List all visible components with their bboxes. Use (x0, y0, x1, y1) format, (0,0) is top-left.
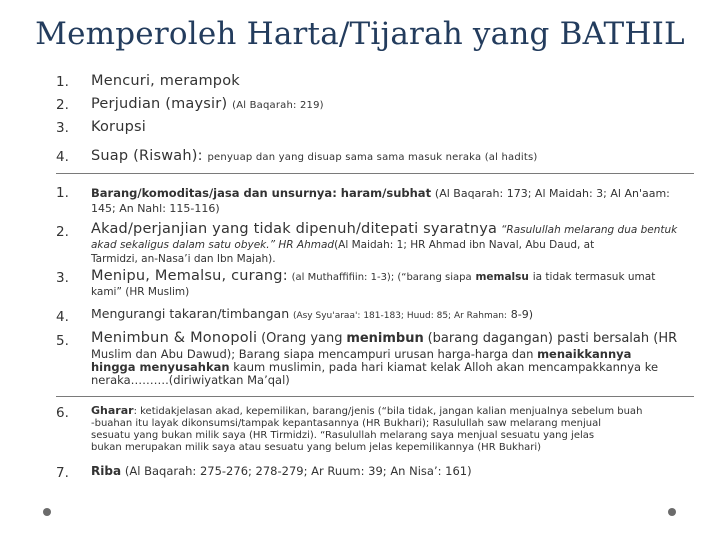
item-text: bukan merupakan milik saya atau sesuatu yang belum jelas kepemilikannya (HR Bukhari) (91, 442, 542, 453)
list-number: 1. (56, 74, 69, 90)
list-item (91, 74, 691, 88)
divider (56, 173, 694, 174)
highlighted-word: menimbun (346, 331, 424, 346)
list-item-note: penyuap dan yang disuap sama sama masuk neraka (al hadits) (207, 152, 538, 163)
item-text: : ketidakjelasan akad, kepemilikan, barang/jenis (“bila tidak, jangan kalian menjualnya sebelum buah (133, 406, 643, 417)
item-text: sesuatu yang bukan milik saya (HR Tirmidzi). “Rasulullah melarang saya menjual sesuatu yang jelas (91, 430, 595, 441)
verse-reference: Tarmidzi, an-Nasa’i dan Ibn Majah). (91, 253, 276, 265)
list-item (91, 149, 691, 165)
list-number: 6. (56, 405, 69, 421)
item-text: (barang dagangan) pasti bersalah (HR (427, 331, 678, 346)
list-item (91, 186, 691, 216)
item-text: Muslim dan Abu Dawud); Barang siapa mencampuri urusan harga-harga dan (91, 347, 534, 361)
list-number: 4. (56, 309, 69, 325)
hadith-source: HR Ahmad (278, 239, 335, 251)
verse-reference: (Asy Syu'araa': 181-183; Huud: 85; Ar Rahman: (292, 311, 507, 321)
verse-reference: 8-9) (510, 308, 534, 321)
list-item-text: Suap (Riswah): (91, 148, 203, 164)
hadith-quote: akad sekaligus dalam satu obyek.” (91, 239, 276, 251)
list-item-text: Mencuri, merampok (91, 73, 240, 89)
list-number: 3. (56, 270, 69, 286)
item-heading: Barang/komoditas/jasa dan unsurnya: haram/subhat (91, 186, 432, 200)
list-item (91, 120, 691, 134)
item-heading: Mengurangi takaran/timbangan (91, 306, 290, 321)
list-number: 3. (56, 120, 69, 136)
list-number: 2. (56, 224, 69, 240)
verse-reference: 145; An Nahl: 115-116) (91, 202, 220, 215)
highlighted-word: menaikkannya (537, 347, 632, 361)
list-number: 1. (56, 185, 69, 201)
hadith-quote: ia tidak termasuk umat (532, 271, 656, 283)
item-heading: Menimbun & Monopoli (91, 330, 258, 346)
list-item-text: Perjudian (maysir) (91, 96, 228, 112)
item-text: neraka……….(diriwiyatkan Ma’qal) (91, 373, 290, 387)
list-item-continuation (91, 238, 691, 266)
decorative-dot (668, 508, 676, 516)
list-number: 2. (56, 97, 69, 113)
item-heading: Gharar (91, 404, 134, 417)
verse-reference: (Al Baqarah: 275-276; 278-279; Ar Ruum: 39; An Nisa’: 161) (124, 464, 472, 478)
item-text: kaum muslimin, pada hari kiamat kelak Alloh akan mencampakkannya ke (233, 360, 659, 374)
decorative-dot (43, 508, 51, 516)
list-item (91, 307, 691, 323)
list-number: 7. (56, 465, 69, 481)
list-item (91, 464, 691, 478)
hadith-source: kami” (HR Muslim) (91, 286, 190, 298)
item-text: -buahan itu layak dikonsumsi/tampak kepantasannya (HR Bukhari); Rasulullah saw melarang menjual (91, 418, 602, 429)
list-number: 4. (56, 149, 69, 165)
item-heading: Akad/perjanjian yang tidak dipenuh/ditepati syaratnya (91, 221, 498, 237)
verse-reference: (Al Baqarah: 219) (232, 100, 324, 111)
divider (56, 396, 694, 397)
item-heading: Riba (91, 464, 122, 478)
item-heading: Menipu, Memalsu, curang: (91, 268, 288, 284)
highlighted-word: memalsu (475, 271, 529, 283)
highlighted-word: hingga menyusahkan (91, 360, 230, 374)
list-item (91, 222, 691, 237)
list-number: 5. (56, 333, 69, 349)
hadith-quote: “Rasulullah melarang dua bentuk (500, 224, 678, 236)
list-item-continuation (91, 348, 691, 387)
list-item (91, 405, 691, 454)
verse-reference: (Al Maidah: 1; HR Ahmad ibn Naval, Abu Daud, at (334, 239, 595, 251)
verse-reference: (Al Baqarah: 173; Al Maidah: 3; Al An'aam: (434, 187, 670, 200)
list-item (91, 97, 691, 113)
verse-reference: (al Muthaffifiin: 1-3); (“barang siapa (291, 272, 472, 283)
list-item (91, 331, 691, 346)
slide-title: Memperoleh Harta/Tijarah yang BATHIL (35, 16, 685, 52)
list-item-text: Korupsi (91, 119, 146, 135)
list-item-continuation (91, 285, 691, 299)
item-text: (Orang yang (261, 331, 343, 346)
list-item (91, 269, 691, 285)
